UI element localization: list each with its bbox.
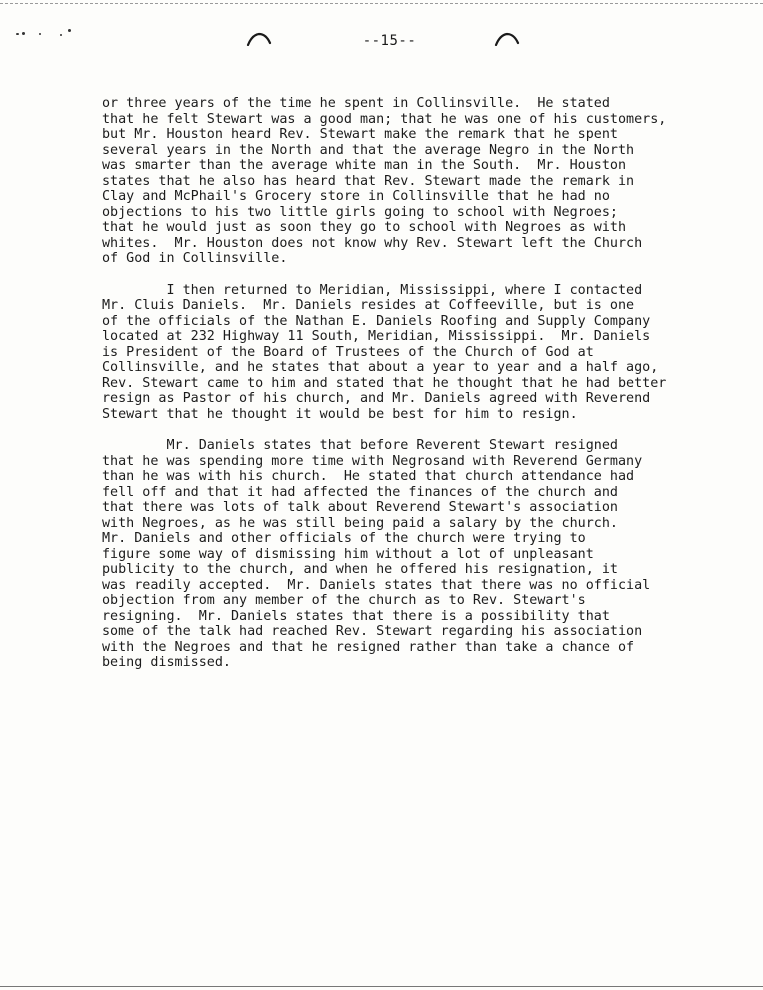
text-line: located at 232 Highway 11 South, Meridian, Mississippi. Mr. Daniels — [102, 329, 651, 344]
paragraph-houston — [102, 96, 742, 267]
page-top-edge — [0, 3, 763, 4]
text-line: some of the talk had reached Rev. Stewart regarding his association — [102, 624, 643, 639]
text-line: Mr. Daniels states that before Reverent Stewart resigned — [102, 438, 618, 453]
text-line: Mr. Daniels and other officials of the church were trying to — [102, 531, 586, 546]
text-line: was smarter than the average white man in the South. Mr. Houston — [102, 158, 627, 173]
text-line: or three years of the time he spent in Collinsville. He stated — [102, 96, 610, 111]
text-line: figure some way of dismissing him without a lot of unpleasant — [102, 546, 594, 562]
text-line: but Mr. Houston heard Rev. Stewart make the remark that he spent — [102, 127, 618, 142]
text-line: I then returned to Meridian, Mississippi, where I contacted — [102, 282, 643, 298]
text-line: resigning. Mr. Daniels states that there is a possibility that — [102, 608, 610, 624]
paragraph-meridian — [102, 283, 742, 423]
text-line: resign as Pastor of his church, and Mr. Daniels agreed with Reverend — [102, 391, 651, 406]
text-line: whites. Mr. Houston does not know why Rev. Stewart left the Church — [102, 235, 643, 251]
text-line: objection from any member of the church as to Rev. Stewart's — [102, 593, 586, 608]
text-line: than he was with his church. He stated that church attendance had — [102, 469, 635, 484]
punch-hole-mark-right — [494, 32, 520, 46]
text-line: of the officials of the Nathan E. Daniels Roofing and Supply Company — [102, 313, 651, 329]
page-number: --15-- — [362, 33, 417, 49]
text-line: Rev. Stewart came to him and stated that he thought that he had better — [102, 375, 667, 391]
text-line: Mr. Cluis Daniels. Mr. Daniels resides at Coffeeville, but is one — [102, 298, 635, 313]
speck — [68, 29, 71, 32]
text-line: fell off and that it had affected the finances of the church and — [102, 484, 618, 500]
text-line: with the Negroes and that he resigned rather than take a chance of — [102, 639, 635, 655]
text-line: that he was spending more time with Negrosand with Reverend Germany — [102, 453, 643, 469]
text-line: that there was lots of talk about Reverend Stewart's association — [102, 500, 618, 515]
text-line: was readily accepted. Mr. Daniels states that there was no official — [102, 577, 651, 593]
text-line: that he felt Stewart was a good man; that he was one of his customers, — [102, 111, 667, 127]
text-line: Collinsville, and he states that about a year to year and a half ago, — [102, 360, 659, 375]
text-line: Clay and McPhail's Grocery store in Collinsville that he had no — [102, 189, 610, 204]
text-line: that he would just as soon they go to school with Negroes as with — [102, 220, 627, 235]
paragraph-resignation — [102, 438, 742, 671]
text-line: publicity to the church, and when he offered his resignation, it — [102, 562, 618, 577]
text-line: of God in Collinsville. — [102, 251, 288, 266]
text-line: states that he also has heard that Rev. Stewart made the remark in — [102, 173, 635, 189]
text-line: several years in the North and that the average Negro in the North — [102, 142, 635, 158]
text-line: Stewart that he thought it would be best for him to resign. — [102, 406, 578, 422]
text-line: is President of the Board of Trustees of the Church of God at — [102, 344, 594, 360]
document-body — [102, 96, 742, 687]
page-bottom-edge — [0, 986, 763, 987]
text-line: with Negroes, as he was still being paid a salary by the church. — [102, 515, 618, 531]
text-line: being dismissed. — [102, 655, 231, 670]
text-line: objections to his two little girls going to school with Negroes; — [102, 204, 618, 220]
